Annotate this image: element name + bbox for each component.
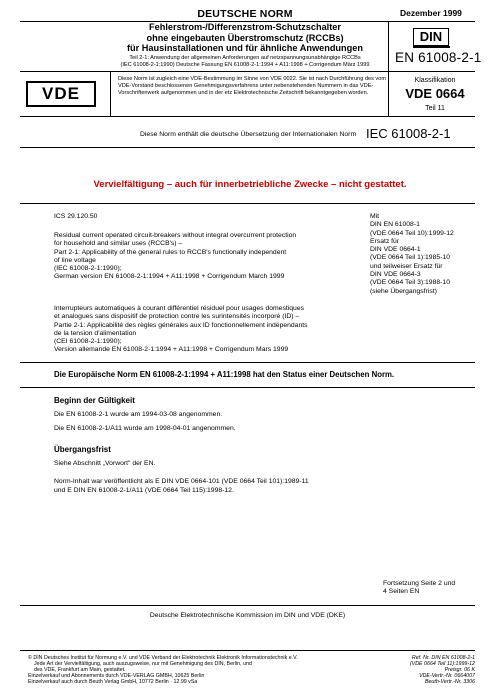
english-line: Residual current operated circuit-breakers without integral overcurrent protection: [54, 232, 297, 239]
french-title-block: [54, 305, 384, 355]
french-line: (CEI 61008-2-1:1990);: [54, 338, 122, 346]
title-line-1: Fehlerstrom-/Differenzstrom-Schutzschalter: [149, 22, 341, 32]
din-logo-underline: [413, 46, 450, 48]
footer-line: Jede Art der Vervielfältigung, auch auszugsweise, nur mit Genehmigung des DIN, Berlin, und: [34, 661, 252, 668]
din-logo: DIN: [413, 28, 449, 46]
replacement-line: Ersatz für: [370, 237, 400, 245]
transition-line: Siehe Abschnitt „Vorwort" der EN.: [54, 460, 156, 467]
kommission-top-divider: [20, 605, 475, 606]
continuation-note: [383, 580, 483, 597]
title-line-2: ohne eingebauten Überstromschutz (RCCBs): [146, 32, 344, 43]
warning-divider: [20, 203, 475, 204]
document-subtitle: [110, 55, 380, 69]
reference-footer: [380, 655, 475, 685]
copyright-footer: [28, 655, 358, 685]
reference-line: (VDE 0664 Teil 11):1999-12: [409, 661, 475, 668]
norm-content-line: Norm-Inhalt war veröffentlicht als E DIN VDE 0664-101 (VDE 0664 Teil 101):1989-11: [54, 478, 309, 485]
replacement-line: (VDE 0664 Teil 1):1985-10: [370, 254, 450, 262]
english-line: of line voltage: [54, 256, 96, 264]
vde-classification-number: VDE 0664: [405, 86, 465, 101]
replacement-line: DIN VDE 0664-3: [370, 271, 421, 279]
reference-line: VDE-Vertr.-Nr. 0664007: [419, 673, 475, 680]
footer-line: des VDE, Frankfurt am Main, gestattet.: [34, 667, 126, 674]
replacement-info: [370, 213, 480, 296]
reproduction-warning: Vervielfältigung – auch für innerbetriebliche Zwecke – nicht gestattet.: [93, 179, 407, 190]
replacement-line: (VDE 0664 Teil 10):1999-12: [370, 229, 454, 237]
replacement-line: (siehe Übergangsfrist): [370, 287, 437, 295]
document-type-header: DEUTSCHE NORM: [197, 8, 293, 20]
title-bottom-divider: [20, 71, 475, 72]
title-line-3: für Hausinstallationen und für ähnliche Anwendungen: [127, 43, 363, 53]
en-standard-number: EN 61008-2-1: [395, 50, 482, 65]
replacement-line: DIN EN 61008-1: [370, 221, 420, 229]
footer-line: Einzelverkauf auch durch Beuth Verlag GmbH, 10772 Berlin · 12.99 vSa: [28, 679, 198, 686]
title-right-divider: [388, 21, 389, 71]
replacement-line: und teilweiser Ersatz für: [370, 262, 443, 270]
french-line: Partie 2-1: Applicabilité des règles générales aux ID fonctionnellement indépendants: [54, 321, 308, 329]
reference-line: Preisgr. 06 K: [444, 667, 475, 674]
vde-part: Teil 11: [425, 105, 445, 112]
footer-line: Einzelverkauf und Abonnements durch VDE-VERLAG GMBH, 10625 Berlin: [28, 673, 205, 680]
french-line: et analogues sans dispositif de protection contre les surintensités incorporé (ID) –: [54, 313, 300, 321]
status-statement: Die Europäische Norm EN 61008-2-1:1994 + A11:1998 hat den Status einer Deutschen Norm.: [54, 370, 395, 379]
reference-line: Beuth-Vertr.-Nr. 3306: [424, 679, 475, 686]
issue-date: Dezember 1999: [400, 8, 462, 18]
norm-content-history: [54, 478, 434, 495]
vde-right-divider: [388, 71, 389, 116]
status-bottom-divider: [20, 387, 475, 388]
subtitle-line-2: (IEC 61008-2-1:1990) Deutsche Fassung EN 61008-2-1:1994 + A11:1998 + Corrigendum März 1999: [120, 62, 370, 68]
footer-divider: [20, 650, 475, 651]
vde-left-divider: [110, 71, 111, 116]
replacement-line: (VDE 0664 Teil 3):1988-10: [370, 279, 450, 287]
subtitle-line-1: Teil 2-1: Anwendung der allgemeinen Anforderungen auf netzspannungsunabhängige RCCBs: [129, 55, 361, 61]
english-line: German version EN 61008-2-1:1994 + A11:1998 + Corrigendum March 1999: [54, 273, 285, 281]
klassifikation-label: Klassifikation: [414, 77, 456, 84]
transition-heading: Übergangsfrist: [54, 445, 111, 454]
intl-divider: [20, 147, 475, 148]
french-line: Version allemande EN 61008-2-1:1994 + A11:1998 + Corrigendum Mars 1999: [54, 346, 289, 354]
validity-line-1: Die EN 61008-2-1 wurde am 1994-03-08 angenommen.: [54, 411, 223, 418]
international-norm-text: Diese Norm enthält die deutsche Übersetzung der Internationalen Norm: [140, 131, 357, 138]
continuation-line: Fortsetzung Seite 2 und: [383, 580, 456, 587]
iec-number: IEC 61008-2-1: [366, 126, 451, 141]
english-line: (IEC 61008-2-1:1990);: [54, 265, 122, 273]
continuation-line: 4 Seiten EN: [383, 588, 420, 596]
ics-code: ICS 29.120.50: [54, 213, 98, 220]
english-line: Part 2-1: Applicability of the general rules to RCCB's functionally independent: [54, 248, 287, 256]
validity-heading: Beginn der Gültigkeit: [54, 396, 135, 405]
english-title-block: [54, 232, 384, 282]
footer-line: © DIN Deutsches Institut für Normung e.V. und VDE Verband der Elektrotechnik Elektronik Informationstechnik e.V.: [28, 655, 298, 661]
french-line: Interrupteurs automatiques à courant différentiel résiduel pour usages domestiques: [54, 305, 304, 312]
vde-bottom-divider: [20, 116, 475, 117]
document-title: [110, 22, 380, 54]
replacement-line: DIN VDE 0664-1: [370, 246, 421, 254]
french-line: de la tension d'alimentation: [54, 329, 137, 337]
commission-name: Deutsche Elektrotechnische Kommission im DIN und VDE (DKE): [149, 612, 346, 619]
replacement-line: Mit: [370, 213, 380, 220]
vde-logo: VDE: [26, 81, 96, 107]
english-line: for household and similar uses (RCCB's) –: [54, 240, 183, 248]
validity-line-2: Die EN 61008-2-1/A11 wurde am 1998-04-01 angenommen.: [54, 425, 236, 432]
vde-statement: Diese Norm ist zugleich eine VDE-Bestimmung im Sinne von VDE 0022. Sie ist nach Durchführung des vom VDE-Vorstand beschlossenen Genehmigungsverfahrens unter nebenstehenden Nummern in das VDE-Vorschriftenwerk aufgenommen und in der etz Elektrotechnische Zeitschrift bekanntgegeben worden.: [118, 76, 387, 96]
norm-content-line: und E DIN EN 61008-2-1/A11 (VDE 0664 Teil 115):1998-12.: [54, 486, 234, 494]
status-top-divider: [20, 362, 475, 363]
reference-line: Ref. Nr. DIN EN 61008-2-1: [411, 655, 475, 661]
